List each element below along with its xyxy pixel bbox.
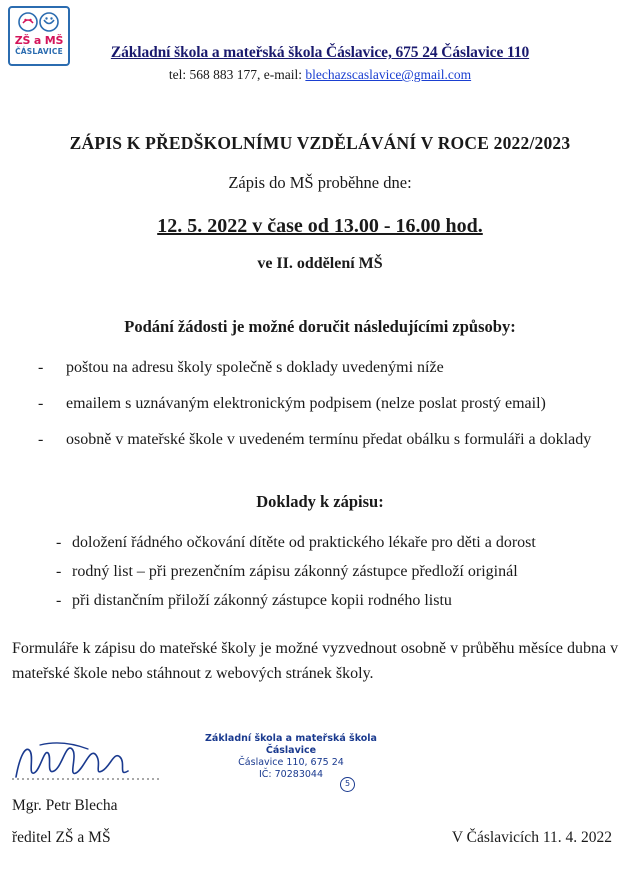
signatory-name: Mgr. Petr Blecha: [12, 797, 118, 814]
closing-paragraph: Formuláře k zápisu do mateřské školy je možné vyzvednout osobně v průběhu měsíce dubna v mateřské škole nebo stáhnout z webových stránek školy.: [12, 640, 619, 682]
logo-title: ZŠ a MŠ: [14, 34, 64, 47]
dash-bullet: -: [38, 395, 44, 412]
list-item-text: při distančním přiloží zákonný zástupce kopii rodného listu: [72, 592, 452, 609]
list-item: [22, 588, 606, 614]
enrollment-datetime: 12. 5. 2022 v čase od 13.00 - 16.00 hod.: [157, 215, 483, 237]
school-logo: [8, 6, 70, 66]
list-item-text: osobně v mateřské škole v uvedeném termínu předat obálku s formuláři a doklady: [66, 431, 592, 448]
place-and-date: V Čáslavicích 11. 4. 2022: [451, 829, 612, 846]
list-item-text: poštou na adresu školy společně s doklady uvedenými níže: [66, 359, 444, 376]
section-heading-documents: Doklady k zápisu:: [256, 492, 384, 511]
dash-bullet: -: [56, 534, 62, 551]
dash-bullet: -: [38, 359, 44, 376]
list-item: [22, 530, 606, 556]
logo-subtitle: ČÁSLAVICE: [15, 47, 63, 56]
dash-bullet: -: [56, 592, 62, 609]
signatory-role: ředitel ZŠ a MŠ: [12, 829, 111, 846]
stamp-line-4: IČ: 70283044: [258, 769, 323, 780]
list-item: [38, 391, 606, 416]
stamp-mark-icon: 5: [340, 777, 355, 792]
stamp-line-3: Čáslavice 110, 675 24: [238, 757, 344, 768]
document-header: [0, 0, 640, 83]
email-link[interactable]: blechazscaslavice@gmail.com: [305, 67, 472, 82]
documents-list: [0, 530, 640, 614]
list-item: [38, 355, 606, 380]
list-item: [38, 427, 606, 452]
dash-bullet: -: [38, 431, 44, 448]
school-name: Základní škola a mateřská škola Čáslavice, 675 24 Čáslavice 110: [110, 44, 530, 61]
stamp-line-2: Čáslavice: [265, 745, 317, 756]
contact-line: [0, 67, 640, 83]
list-item-text: doložení řádného očkování dítěte od praktického lékaře pro děti a dorost: [72, 534, 536, 551]
subtitle: Zápis do MŠ proběhne dne:: [228, 173, 412, 192]
list-item-text: rodný list – při prezenčním zápisu zákonný zástupce předloží originál: [72, 563, 518, 580]
enrollment-room: ve II. oddělení MŠ: [257, 255, 383, 272]
contact-phone-label: tel: 568 883 177, e-mail:: [168, 67, 306, 82]
document-footer: [0, 731, 640, 881]
logo-artwork-icon: [10, 9, 68, 35]
signature-image: [10, 737, 190, 783]
official-stamp: [196, 733, 386, 788]
list-item: [22, 559, 606, 585]
page-title: ZÁPIS K PŘEDŠKOLNÍMU VZDĚLÁVÁNÍ V ROCE 2022/2023: [69, 133, 571, 153]
submission-methods-list: [0, 355, 640, 452]
section-heading-submission: Podání žádosti je možné doručit následujícími způsoby:: [124, 317, 516, 336]
stamp-line-1: Základní škola a mateřská škola: [205, 733, 377, 744]
dash-bullet: -: [56, 563, 62, 580]
list-item-text: emailem s uznávaným elektronickým podpisem (nelze poslat prostý email): [66, 395, 546, 412]
